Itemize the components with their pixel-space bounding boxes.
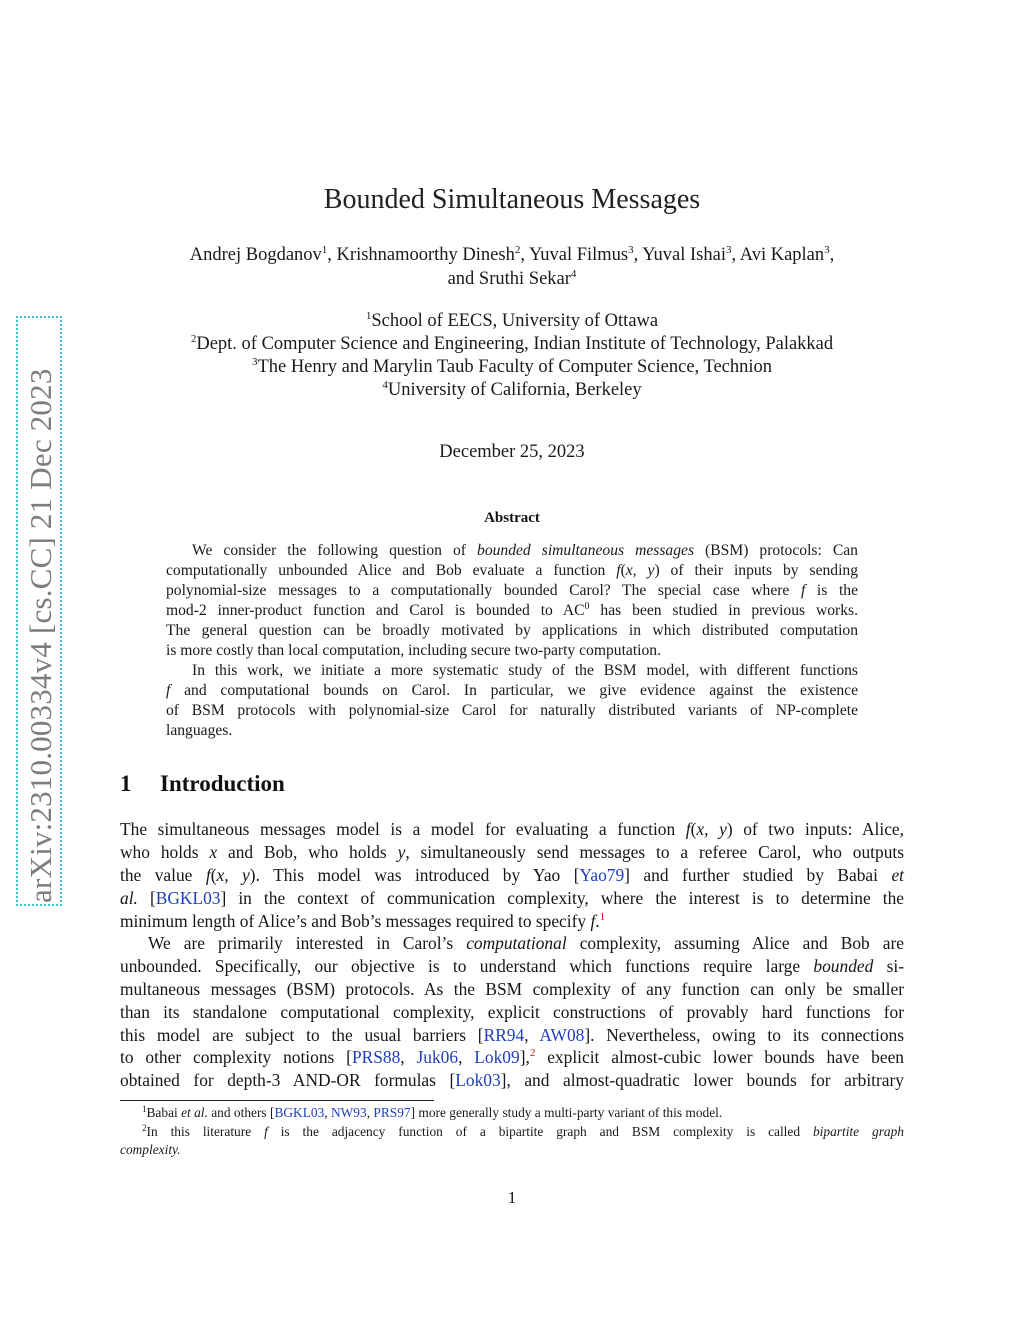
author: Yuval Filmus bbox=[528, 245, 629, 265]
author-affiliation-mark: 1 bbox=[321, 244, 328, 256]
text-run: unbounded. Specifically, our objective is to understand which functions require large bbox=[120, 956, 814, 976]
math-symbol: y bbox=[397, 842, 406, 862]
text-run: minimum length of Alice’s and Bob’s messages required to specify bbox=[120, 911, 591, 931]
text-run: computationally unbounded Alice and Bob evaluate a function bbox=[166, 562, 617, 579]
math-symbol: f bbox=[590, 911, 596, 931]
body-line bbox=[120, 818, 904, 841]
math-symbol: f bbox=[800, 582, 806, 599]
affiliation bbox=[0, 356, 1024, 379]
author-affiliation-mark: 3 bbox=[628, 244, 634, 256]
affiliation-number: 1 bbox=[365, 310, 372, 322]
citation-link[interactable]: PRS97 bbox=[373, 1105, 411, 1120]
text-run: ) of their inputs by sending bbox=[654, 562, 859, 579]
author-separator: , bbox=[520, 245, 529, 265]
text-run: , simultaneously send messages to a referee Carol, who outputs bbox=[405, 842, 905, 862]
paper-title: Bounded Simultaneous Messages bbox=[323, 184, 701, 215]
affiliation bbox=[0, 310, 1024, 333]
footnote-number: 1 bbox=[142, 1104, 147, 1114]
math-symbol: x, y bbox=[625, 562, 655, 579]
emphasis: bounded simultaneous messages bbox=[477, 542, 695, 559]
affiliation bbox=[0, 379, 1024, 402]
text-run: and Bob, who holds bbox=[217, 842, 398, 862]
body-line bbox=[120, 955, 904, 978]
text-run: ( bbox=[690, 819, 697, 839]
arxiv-stamp[interactable]: arXiv:2310.00334v4 [cs.CC] 21 Dec 2023 bbox=[23, 368, 58, 903]
text-run: polynomial-size messages to a computationally bounded Carol? The special case where bbox=[166, 582, 801, 599]
body-line bbox=[120, 864, 904, 887]
citation-link[interactable]: BGKL03 bbox=[155, 888, 221, 908]
author: Yuval Ishai bbox=[642, 245, 726, 265]
body-line bbox=[120, 841, 904, 864]
citation-link[interactable]: AW08 bbox=[539, 1025, 585, 1045]
affiliation-text: The Henry and Marylin Taub Faculty of Computer Science, Technion bbox=[257, 357, 773, 377]
abstract-line: languages. bbox=[166, 722, 233, 739]
affiliation-number: 3 bbox=[251, 356, 258, 368]
affiliation bbox=[0, 333, 1024, 356]
body-line: multaneous messages (BSM) protocols. As the BSM complexity of any function can only be smaller bbox=[120, 979, 904, 999]
text-run: ], and almost-quadratic lower bounds for arbitrary bbox=[500, 1070, 904, 1090]
abstract-line: The general question can be broadly motivated by applications in which distributed computation bbox=[166, 622, 858, 639]
author-affiliation-mark: 4 bbox=[570, 268, 577, 280]
text-run: We consider the following question of bbox=[192, 542, 478, 559]
math-symbol: f bbox=[685, 819, 691, 839]
body-line bbox=[120, 1024, 904, 1047]
text-run: ( bbox=[620, 562, 626, 579]
text-run: , bbox=[524, 1025, 540, 1045]
body-line: than its standalone computational complexity, explicit constructions of provably hard functions for bbox=[120, 1002, 904, 1022]
text-run: obtained for depth-3 AND-OR formulas [ bbox=[120, 1070, 456, 1090]
page-number: 1 bbox=[507, 1188, 517, 1207]
author-list-line-2 bbox=[0, 268, 1024, 291]
text-run: who holds bbox=[120, 842, 210, 862]
text-run: ] and further studied by Babai bbox=[624, 865, 892, 885]
math-symbol: f bbox=[166, 682, 171, 699]
text-run: , bbox=[324, 1105, 331, 1120]
body-line bbox=[120, 1046, 904, 1069]
text-run: The simultaneous messages model is a model for evaluating a function bbox=[120, 819, 686, 839]
author: Andrej Bogdanov bbox=[189, 245, 322, 265]
author-affiliation-mark: 3 bbox=[725, 244, 732, 256]
emphasis: al. bbox=[120, 888, 138, 908]
math-symbol: x, y bbox=[696, 819, 727, 839]
abstract-line: of BSM protocols with polynomial-size Carol for naturally distributed variants of NP-complete bbox=[166, 702, 858, 719]
text-run: , bbox=[366, 1105, 374, 1120]
abstract-line bbox=[166, 581, 858, 601]
author-separator: , bbox=[829, 245, 835, 265]
section-number: 1 bbox=[120, 771, 132, 796]
section-heading bbox=[120, 771, 285, 797]
text-run: . bbox=[595, 911, 600, 931]
text-run: , bbox=[400, 1047, 417, 1067]
author-affiliation-mark: 2 bbox=[514, 244, 521, 256]
math-symbol: x, y bbox=[216, 865, 250, 885]
text-run: is the bbox=[805, 582, 858, 599]
affiliation-number: 4 bbox=[382, 379, 388, 391]
text-run: We are primarily interested in Carol’s bbox=[148, 933, 467, 953]
body-line bbox=[120, 932, 904, 955]
text-run: ( bbox=[210, 865, 217, 885]
author-list bbox=[0, 244, 1024, 267]
text-run: ]. Nevertheless, owing to its connections bbox=[584, 1025, 904, 1045]
footnote-number: 2 bbox=[142, 1123, 147, 1133]
affiliation-text: University of California, Berkeley bbox=[387, 380, 642, 400]
abstract-heading: Abstract bbox=[484, 510, 540, 526]
text-run: and computational bounds on Carol. In particular, we give evidence against the existence bbox=[170, 682, 858, 699]
citation-link[interactable]: NW93 bbox=[330, 1105, 367, 1120]
text-run: ). This model was introduced by Yao [ bbox=[249, 865, 580, 885]
text-run: ] in the context of communication complexity, where the interest is to determine the bbox=[220, 888, 904, 908]
text-run: and others [ bbox=[207, 1105, 275, 1120]
body-line bbox=[120, 887, 904, 910]
superscript: 0 bbox=[584, 601, 590, 612]
text-run: to other complexity notions [ bbox=[120, 1047, 352, 1067]
author: Krishnamoorthy Dinesh bbox=[336, 245, 515, 265]
text-run: In this literature bbox=[146, 1124, 265, 1139]
footnote-link[interactable]: 2 bbox=[529, 1047, 536, 1059]
text-run: has been studied in previous works. bbox=[589, 602, 858, 619]
math-symbol: f bbox=[264, 1124, 268, 1139]
text-run: this model are subject to the usual barriers [ bbox=[120, 1025, 484, 1045]
text-run: , bbox=[458, 1047, 475, 1067]
footnote-continuation bbox=[120, 1141, 904, 1159]
text-run: si- bbox=[873, 956, 904, 976]
abstract-line bbox=[166, 601, 858, 621]
citation-link[interactable]: Lok03 bbox=[455, 1070, 501, 1090]
footnote-divider bbox=[120, 1100, 434, 1101]
paper-date: December 25, 2023 bbox=[439, 442, 585, 462]
author-conjunction: and bbox=[447, 269, 479, 289]
citation-link[interactable]: BGKL03 bbox=[274, 1105, 325, 1120]
affiliation-number: 2 bbox=[190, 333, 197, 345]
section-title: Introduction bbox=[160, 771, 285, 796]
citation-link[interactable]: Lok09 bbox=[474, 1047, 520, 1067]
emphasis: bipartite graph bbox=[812, 1124, 904, 1139]
text-run: explicit almost-cubic lower bounds have been bbox=[535, 1047, 904, 1067]
citation-link[interactable]: RR94 bbox=[483, 1025, 525, 1045]
text-run: (BSM) protocols: Can bbox=[694, 542, 858, 559]
footnote bbox=[120, 1104, 904, 1122]
math-symbol: f bbox=[205, 865, 211, 885]
author-separator: , bbox=[327, 245, 337, 265]
text-run: Babai bbox=[146, 1105, 182, 1120]
emphasis: et bbox=[891, 865, 904, 885]
author: Sruthi Sekar bbox=[478, 269, 571, 289]
citation-link[interactable]: PRS88 bbox=[351, 1047, 401, 1067]
abstract-line: is more costly than local computation, including secure two-party computation. bbox=[166, 642, 661, 659]
body-line bbox=[120, 1069, 904, 1092]
footnote-link[interactable]: 1 bbox=[599, 911, 606, 923]
emphasis: computational bbox=[466, 933, 567, 953]
citation-link[interactable]: Juk06 bbox=[416, 1047, 459, 1067]
body-line bbox=[120, 910, 904, 933]
text-run: the value bbox=[120, 865, 206, 885]
emphasis: et al. bbox=[181, 1105, 208, 1120]
math-symbol: f bbox=[616, 562, 621, 579]
author-affiliation-mark: 3 bbox=[824, 244, 830, 256]
text-run: complexity, assuming Alice and Bob are bbox=[566, 933, 904, 953]
author: Avi Kaplan bbox=[739, 245, 825, 265]
abstract-line bbox=[166, 541, 858, 561]
math-symbol: x bbox=[209, 842, 218, 862]
text-run: is the adjacency function of a bipartite graph and BSM complexity is called bbox=[267, 1124, 813, 1139]
emphasis: bounded bbox=[813, 956, 874, 976]
abstract-line bbox=[166, 561, 858, 581]
citation-link[interactable]: Yao79 bbox=[579, 865, 625, 885]
affiliation-text: School of EECS, University of Ottawa bbox=[371, 311, 659, 331]
abstract-line: In this work, we initiate a more systematic study of the BSM model, with different functions bbox=[192, 662, 858, 679]
author-separator: , bbox=[633, 245, 643, 265]
emphasis: complexity. bbox=[120, 1142, 181, 1157]
author-separator: , bbox=[731, 245, 740, 265]
footnote bbox=[120, 1123, 904, 1141]
text-run: mod-2 inner-product function and Carol is bounded to AC bbox=[166, 602, 585, 619]
text-run: [ bbox=[137, 888, 156, 908]
text-run: ], bbox=[519, 1047, 530, 1067]
text-run: ) of two inputs: Alice, bbox=[726, 819, 904, 839]
abstract-line bbox=[166, 681, 858, 701]
text-run: ] more generally study a multi-party variant of this model. bbox=[410, 1105, 723, 1120]
affiliation-text: Dept. of Computer Science and Engineering, Indian Institute of Technology, Palakkad bbox=[196, 334, 834, 354]
